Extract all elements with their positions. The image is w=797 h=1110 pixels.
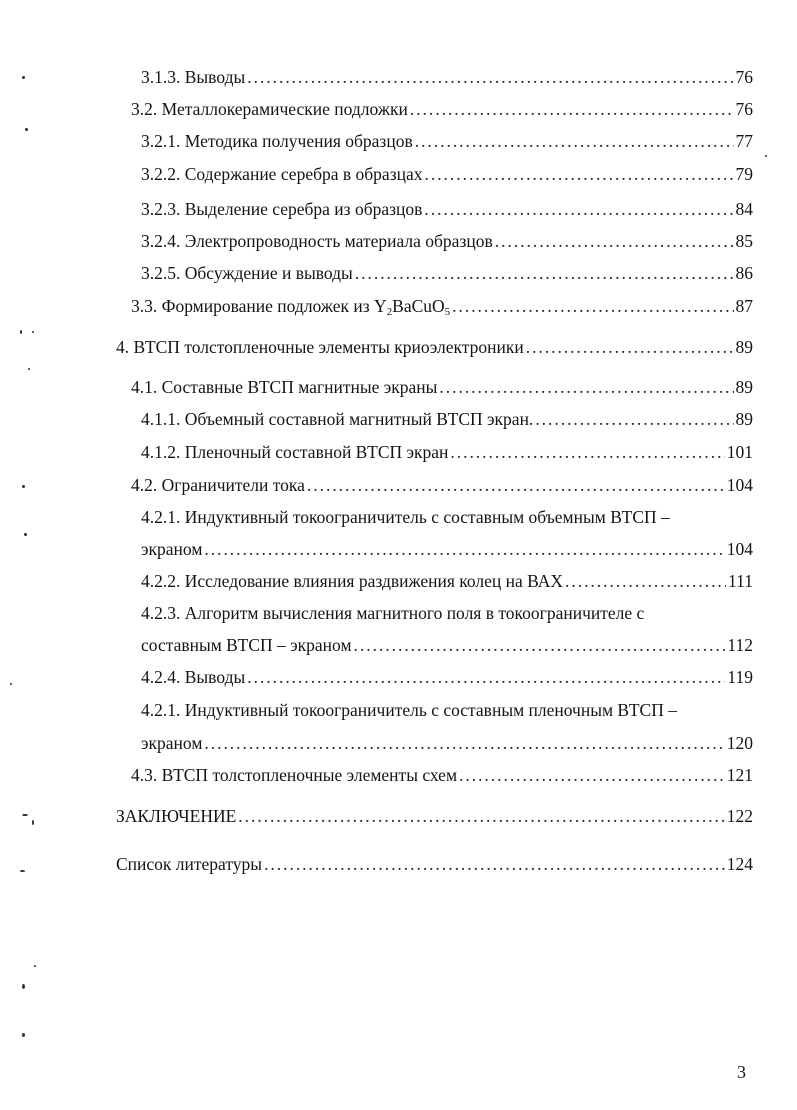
scan-speck: [34, 965, 36, 967]
toc-entry-page: 101: [726, 442, 753, 462]
toc-entry-label: 3.2.2. Содержание серебра в образцах: [141, 164, 423, 184]
toc-entry-page: 89: [735, 337, 753, 357]
dot-leader: [425, 162, 734, 186]
formula-part: 3.3. Формирование подложек из Y: [131, 296, 387, 316]
toc-entry-page: 86: [735, 263, 753, 283]
dot-leader: [410, 97, 734, 121]
scan-speck: [22, 1033, 25, 1037]
toc-entry-page: 76: [735, 67, 753, 87]
dot-leader: [450, 440, 724, 464]
toc-entry: [141, 440, 753, 464]
dot-leader: [247, 65, 733, 89]
toc-entry: [141, 229, 753, 253]
dot-leader: [307, 473, 725, 497]
dot-leader: [459, 763, 725, 787]
toc-entry-label: Список литературы: [116, 854, 263, 874]
dot-leader: [452, 294, 733, 318]
page-number: 3: [737, 1062, 746, 1082]
toc-entry-label: 4.1. Составные ВТСП магнитные экраны: [131, 377, 438, 397]
toc-entry: [141, 162, 753, 186]
scan-speck: [28, 368, 30, 370]
scan-speck: [765, 155, 767, 157]
toc-entry-page: 120: [726, 733, 753, 753]
toc-entry: [131, 375, 753, 399]
toc-entry-label: 4.2.4. Выводы: [141, 667, 246, 687]
toc-entry-label: 4.1.1. Объемный составной магнитный ВТСП экран.: [141, 409, 534, 429]
formula-part: BaCuO: [392, 296, 445, 316]
toc-entry-label: 3.1.3. Выводы: [141, 67, 246, 87]
toc-entry-page: 121: [726, 765, 753, 785]
toc-entry-label: ЗАКЛЮЧЕНИЕ: [116, 806, 237, 826]
dot-leader: [439, 375, 733, 399]
scan-speck: [10, 683, 12, 685]
toc-entry: [131, 473, 753, 497]
dot-leader: [424, 197, 733, 221]
scan-speck: [20, 330, 22, 334]
toc-entry: [141, 197, 753, 221]
toc-entry: [141, 65, 753, 89]
toc-entry-label: экраном: [141, 733, 203, 753]
toc-entry-page: 87: [735, 296, 753, 316]
toc-entry: [141, 665, 753, 689]
toc-chapter: [116, 804, 753, 828]
dot-leader: [238, 804, 724, 828]
toc-entry-label: [131, 294, 450, 318]
dot-leader: [354, 633, 726, 657]
scan-speck: [22, 485, 25, 488]
toc-entry-page: 85: [735, 231, 753, 251]
dot-leader: [535, 407, 733, 431]
toc-entry-page: 122: [726, 806, 753, 826]
toc-entry-label: экраном: [141, 539, 203, 559]
dot-leader: [565, 569, 726, 593]
toc-entry-label-line1: 4.2.1. Индуктивный токоограничитель с составным объемным ВТСП –: [141, 507, 670, 527]
toc-entry-label: 4. ВТСП толстопленочные элементы криоэлектроники: [116, 337, 524, 357]
scan-speck: [32, 331, 34, 333]
toc-entry-page: 124: [726, 854, 753, 874]
toc-entry-page: 89: [735, 377, 753, 397]
dot-leader: [415, 129, 734, 153]
toc-entry-label: 3.2. Металлокерамические подложки: [131, 99, 408, 119]
subscript: 5: [444, 306, 451, 318]
scan-speck: [25, 128, 28, 131]
scan-speck: [20, 870, 25, 872]
scan-speck: [32, 820, 34, 825]
toc-entry-label: составным ВТСП – экраном: [141, 635, 352, 655]
scan-speck: [22, 814, 28, 816]
toc-entry: [141, 633, 753, 657]
toc-entry: [141, 261, 753, 285]
scan-speck: [24, 533, 27, 536]
toc-entry-page: 104: [726, 475, 753, 495]
toc-entry: [131, 294, 753, 318]
toc-entry-label: 4.2. Ограничители тока: [131, 475, 305, 495]
scan-speck: [22, 76, 25, 79]
toc-entry-page: 89: [735, 409, 753, 429]
toc-entry-label-line1: 4.2.3. Алгоритм вычисления магнитного поля в токоограничителе с: [141, 603, 645, 623]
subscript: 2: [386, 306, 393, 318]
toc-entry: [141, 537, 753, 561]
dot-leader: [495, 229, 734, 253]
toc-entry-page: 79: [735, 164, 753, 184]
toc-entry-page: 119: [727, 667, 753, 687]
toc-entry-label: 4.2.2. Исследование влияния раздвижения колец на ВАХ: [141, 571, 564, 591]
toc-entry-label: 3.2.5. Обсуждение и выводы: [141, 263, 353, 283]
toc-entry-label: 4.1.2. Пленочный составной ВТСП экран: [141, 442, 449, 462]
toc-entry: [141, 731, 753, 755]
toc-entry-page: 104: [726, 539, 753, 559]
toc-entry-label: 3.2.3. Выделение серебра из образцов: [141, 199, 423, 219]
toc-entry-label-line1: 4.2.1. Индуктивный токоограничитель с составным пленочным ВТСП –: [141, 700, 677, 720]
dot-leader: [247, 665, 725, 689]
dot-leader: [526, 335, 734, 359]
scan-speck: [22, 984, 25, 989]
dot-leader: [355, 261, 734, 285]
toc-entry-page: 76: [735, 99, 753, 119]
toc-entry-label: 4.3. ВТСП толстопленочные элементы схем: [131, 765, 458, 785]
toc-entry-page: 111: [728, 571, 753, 591]
dot-leader: [264, 852, 725, 876]
dot-leader: [204, 731, 724, 755]
toc-entry: [141, 569, 753, 593]
toc-entry-label: 3.2.1. Методика получения образцов: [141, 131, 413, 151]
toc-entry: [131, 763, 753, 787]
toc-entry-label: 3.2.4. Электропроводность материала образцов: [141, 231, 493, 251]
toc-entry-page: 84: [735, 199, 753, 219]
toc-entry: [141, 407, 753, 431]
toc-entry-page: 77: [735, 131, 753, 151]
toc-entry-page: 112: [727, 635, 753, 655]
toc-entry: [141, 129, 753, 153]
toc-chapter: [116, 335, 753, 359]
toc-chapter: [116, 852, 753, 876]
toc-entry: [131, 97, 753, 121]
dot-leader: [204, 537, 724, 561]
